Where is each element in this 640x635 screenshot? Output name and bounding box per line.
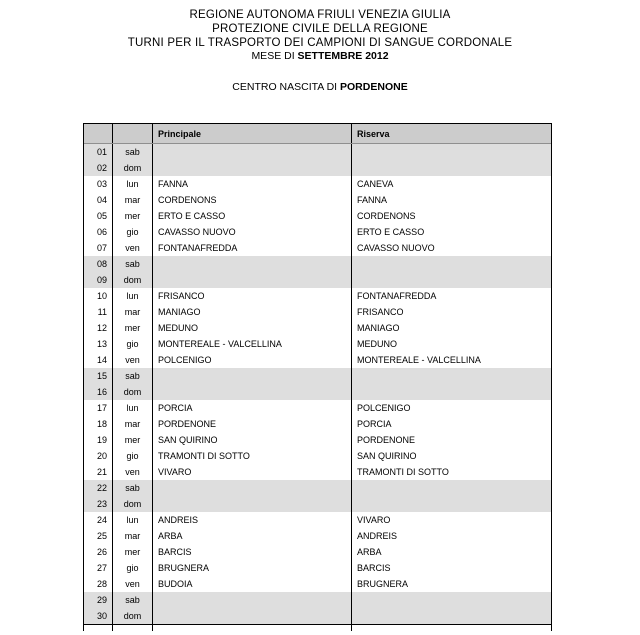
principale-cell: FONTANAFREDDA: [153, 240, 352, 256]
principale-cell: MONTEREALE - VALCELLINA: [153, 336, 352, 352]
day-name-cell: mer: [113, 208, 153, 224]
riserva-cell: TRAMONTI DI SOTTO: [357, 467, 449, 477]
month-line: [0, 50, 640, 63]
riserva-cell: [352, 608, 551, 624]
day-name-cell: lun: [113, 512, 153, 528]
document-header: [0, 8, 640, 63]
table-row: [84, 320, 551, 336]
day-number-cell: 18: [84, 416, 113, 432]
principale-cell: FRISANCO: [153, 288, 352, 304]
table-row: [84, 544, 551, 560]
day-number-cell: 17: [84, 400, 113, 416]
table-row: [84, 592, 551, 608]
day-number-header: [84, 124, 113, 143]
day-number-cell: 23: [84, 496, 113, 512]
table-body: [84, 144, 551, 624]
riserva-cell: ERTO E CASSO: [357, 227, 425, 237]
table-row: [84, 512, 551, 528]
table-row: [84, 432, 551, 448]
day-name-cell: ven: [113, 464, 153, 480]
riserva-cell: PORCIA: [357, 419, 392, 429]
principale-cell: TRAMONTI DI SOTTO: [153, 448, 352, 464]
principale-cell: [153, 592, 352, 608]
principale-cell: PORDENONE: [153, 416, 352, 432]
day-number-cell: 26: [84, 544, 113, 560]
principale-cell: [153, 272, 352, 288]
shift-table: [83, 123, 552, 631]
table-row: [84, 288, 551, 304]
table-grid: [84, 124, 551, 625]
day-number-cell: 21: [84, 464, 113, 480]
table-row: [84, 224, 551, 240]
table-row: [84, 256, 551, 272]
principale-cell: [153, 368, 352, 384]
day-number-cell: 28: [84, 576, 113, 592]
day-name-cell: dom: [113, 384, 153, 400]
riserva-cell: FRISANCO: [357, 307, 404, 317]
day-number-cell: 11: [84, 304, 113, 320]
tail-day-name-cell: [113, 625, 153, 631]
riserva-cell: [352, 480, 551, 496]
riserva-cell: MONTEREALE - VALCELLINA: [357, 355, 481, 365]
riserva-cell: [352, 368, 551, 384]
title-line-3: TURNI PER IL TRASPORTO DEI CAMPIONI DI SANGUE CORDONALE: [127, 37, 513, 49]
day-number-cell: 05: [84, 208, 113, 224]
principale-cell: [153, 496, 352, 512]
table-row: [84, 576, 551, 592]
day-name-cell: lun: [113, 176, 153, 192]
table-row: [84, 176, 551, 192]
table-row: [84, 272, 551, 288]
principale-cell: SAN QUIRINO: [153, 432, 352, 448]
day-name-cell: ven: [113, 352, 153, 368]
table-row: [84, 400, 551, 416]
day-number-cell: 06: [84, 224, 113, 240]
principale-cell: ERTO E CASSO: [153, 208, 352, 224]
day-name-cell: dom: [113, 496, 153, 512]
day-number-cell: 13: [84, 336, 113, 352]
day-name-cell: ven: [113, 576, 153, 592]
riserva-cell: ARBA: [357, 547, 382, 557]
title-line-1: REGIONE AUTONOMA FRIULI VENEZIA GIULIA: [189, 9, 451, 21]
principale-cell: MANIAGO: [153, 304, 352, 320]
principale-cell: [153, 608, 352, 624]
riserva-cell: FANNA: [357, 195, 388, 205]
day-name-header: [113, 124, 153, 143]
table-row: [84, 528, 551, 544]
day-number-cell: 27: [84, 560, 113, 576]
day-name-cell: dom: [113, 272, 153, 288]
table-row: [84, 336, 551, 352]
day-number-cell: 29: [84, 592, 113, 608]
table-tail: [84, 625, 551, 631]
day-name-cell: ven: [113, 240, 153, 256]
table-header-row: [84, 124, 551, 144]
day-name-cell: sab: [113, 368, 153, 384]
table-row: [84, 496, 551, 512]
riserva-cell: MANIAGO: [357, 323, 400, 333]
day-name-cell: lun: [113, 400, 153, 416]
principale-cell: ANDREIS: [153, 512, 352, 528]
table-row: [84, 464, 551, 480]
day-number-cell: 04: [84, 192, 113, 208]
day-number-cell: 09: [84, 272, 113, 288]
day-number-cell: 25: [84, 528, 113, 544]
principale-cell: BARCIS: [153, 544, 352, 560]
riserva-cell: [352, 160, 551, 176]
title-line-2: PROTEZIONE CIVILE DELLA REGIONE: [212, 23, 428, 35]
month-prefix: MESE DI: [251, 50, 298, 62]
day-name-cell: mar: [113, 192, 153, 208]
riserva-column-header: Riserva: [357, 128, 390, 139]
principale-cell: [153, 384, 352, 400]
day-number-cell: 19: [84, 432, 113, 448]
table-row: [84, 608, 551, 624]
day-name-cell: dom: [113, 608, 153, 624]
birth-center-line: [0, 81, 640, 93]
day-number-cell: 07: [84, 240, 113, 256]
principale-cell: ARBA: [153, 528, 352, 544]
principale-cell: [153, 144, 352, 160]
table-row: [84, 416, 551, 432]
day-name-cell: mer: [113, 320, 153, 336]
principale-cell: CAVASSO NUOVO: [153, 224, 352, 240]
day-number-cell: 10: [84, 288, 113, 304]
principale-cell: [153, 480, 352, 496]
tail-principale-cell: [153, 625, 352, 631]
table-row: [84, 144, 551, 160]
table-row: [84, 448, 551, 464]
day-number-cell: 02: [84, 160, 113, 176]
day-name-cell: gio: [113, 560, 153, 576]
riserva-cell: CANEVA: [357, 179, 394, 189]
riserva-cell: [352, 496, 551, 512]
riserva-cell: [352, 384, 551, 400]
riserva-cell: BRUGNERA: [357, 579, 409, 589]
riserva-cell: ANDREIS: [357, 531, 398, 541]
day-number-cell: 01: [84, 144, 113, 160]
birth-center-prefix: CENTRO NASCITA DI: [232, 81, 341, 93]
principale-cell: FANNA: [153, 176, 352, 192]
principale-cell: POLCENIGO: [153, 352, 352, 368]
table-row: [84, 352, 551, 368]
riserva-cell: [352, 592, 551, 608]
table-row: [84, 560, 551, 576]
tail-riserva-cell: [352, 625, 551, 631]
day-name-cell: gio: [113, 224, 153, 240]
table-row: [84, 208, 551, 224]
day-name-cell: lun: [113, 288, 153, 304]
riserva-cell: CAVASSO NUOVO: [357, 243, 435, 253]
day-name-cell: dom: [113, 160, 153, 176]
principale-cell: [153, 256, 352, 272]
table-row: [84, 480, 551, 496]
day-number-cell: 08: [84, 256, 113, 272]
day-name-cell: mar: [113, 304, 153, 320]
principale-cell: BRUGNERA: [153, 560, 352, 576]
day-name-cell: gio: [113, 336, 153, 352]
riserva-cell: VIVARO: [357, 515, 391, 525]
principale-cell: PORCIA: [153, 400, 352, 416]
table-row: [84, 192, 551, 208]
principale-cell: MEDUNO: [153, 320, 352, 336]
day-number-cell: 03: [84, 176, 113, 192]
principale-column-header: Principale: [153, 124, 352, 143]
riserva-cell: [352, 144, 551, 160]
riserva-cell: BARCIS: [357, 563, 391, 573]
month-value: SETTEMBRE 2012: [297, 50, 389, 62]
birth-center-value: PORDENONE: [340, 81, 408, 93]
day-number-cell: 24: [84, 512, 113, 528]
principale-cell: CORDENONS: [153, 192, 352, 208]
day-name-cell: sab: [113, 480, 153, 496]
table-row: [84, 304, 551, 320]
riserva-cell: SAN QUIRINO: [357, 451, 417, 461]
day-name-cell: mer: [113, 432, 153, 448]
day-number-cell: 14: [84, 352, 113, 368]
day-name-cell: sab: [113, 592, 153, 608]
day-name-cell: mar: [113, 528, 153, 544]
principale-cell: [153, 160, 352, 176]
table-row: [84, 160, 551, 176]
day-number-cell: 20: [84, 448, 113, 464]
riserva-cell: MEDUNO: [357, 339, 397, 349]
day-number-cell: 22: [84, 480, 113, 496]
day-name-cell: sab: [113, 256, 153, 272]
table-row: [84, 384, 551, 400]
principale-cell: VIVARO: [153, 464, 352, 480]
day-name-cell: mar: [113, 416, 153, 432]
day-number-cell: 15: [84, 368, 113, 384]
principale-cell: BUDOIA: [153, 576, 352, 592]
day-number-cell: 30: [84, 608, 113, 624]
day-number-cell: 12: [84, 320, 113, 336]
day-name-cell: sab: [113, 144, 153, 160]
day-name-cell: mer: [113, 544, 153, 560]
riserva-cell: FONTANAFREDDA: [357, 291, 437, 301]
riserva-cell: PORDENONE: [357, 435, 416, 445]
day-name-cell: gio: [113, 448, 153, 464]
day-number-cell: 16: [84, 384, 113, 400]
table-row: [84, 368, 551, 384]
riserva-cell: POLCENIGO: [357, 403, 411, 413]
riserva-cell: [352, 272, 551, 288]
table-row: [84, 240, 551, 256]
tail-day-number-cell: [84, 625, 113, 631]
riserva-cell: [352, 256, 551, 272]
riserva-cell: CORDENONS: [357, 211, 416, 221]
